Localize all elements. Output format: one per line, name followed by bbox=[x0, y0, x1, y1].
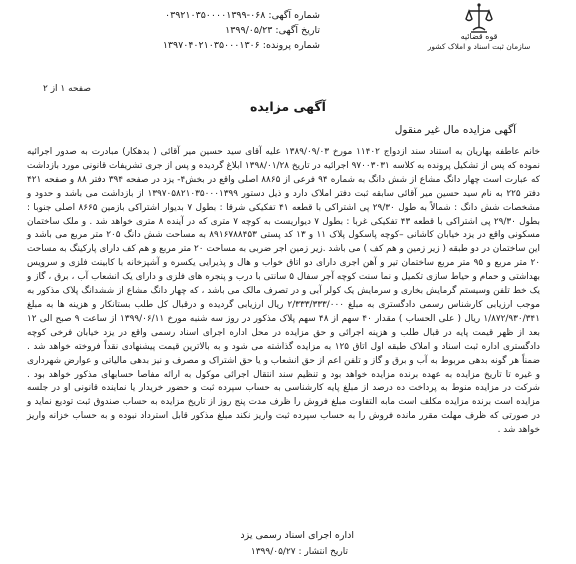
publish-date: تاریخ انتشار : ۱۳۹۹/۰۵/۲۷ bbox=[250, 547, 348, 557]
file-number: شماره پرونده: ۱۳۹۷۰۴۰۲۱۰۳۵۰۰۰۱۳۰۶ bbox=[162, 40, 320, 51]
judiciary-emblem bbox=[420, 2, 538, 60]
issuing-office: اداره اجرای اسناد رسمی یزد bbox=[240, 530, 354, 541]
ad-meta-block bbox=[110, 8, 320, 53]
body-paragraph: خانم عاطفه بهاریان به استناد سند ازدواج ۱۱۴۰۲ مورخ ۱۳۸۹/۰۹/۰۳ علیه آقای سید حسین میر آقائی ( بدهکار) مبادرت به صدور اجرائیه نموده که پس از تشکیل پرونده به کلاسه ۹۷۰۰۳۰۳۱ اجرائیه در تاریخ ۱۳۹۸/۰۱/۲۸ ابلاغ گردیده و پس از جری تشریفات قانونی مورد بازداشت که عبارت است چهار دانگ مشاع از شش دانگ به شماره ۹۴ فرعی از ۸۸۶۵ اصلی واقع در بخش۴- یزد در صفحه ۳۹۴ دفتر ۸۸ و صفحه ۴۲۱ دفتر ۲۲۵ به نام سید حسین میر آقائی سابقه ثبت دفتر املاک دارد و ذیل دستور ۱۳۹۷۰۵۸۲۱۰۳۵۰۰۰۱۳۹۹ از بازداشت می باشد و حدود و مشخصات شش دانگ : شمالاً به طول ۲۹/۳۰ پی اشتراکی با قطعه ۴۱ تفکیکی شرقا : بطول ۷ بدیوار اشتراکی بازمین ۸۶۶۵ اصلی جنوبا : بطول ۲۹/۳۰ پی اشتراکی با قطعه ۴۳ تفکیکی غربا : بطول ۷ دیواریست به کوچه ۷ متری که در آینده ۸ متری خواهد شد . و ملک ساختمان مسکونی واقع در یزد خیابان کاشانی –کوچه پاسکول پلاک ۱۱ و ۱۳ کد پستی ۸۹۱۶۷۸۸۴۵۳ به مساحت شش دانگ ۲۰۵ متر مربع می باشد و این ساختمان در دو طبقه ( زیر زمین و هم کف ) می باشد .زیر زمین اجر ضربی به مساحت ۲۰ متر مربع و هم کف دارای پارکینگ به مساحت ۲۰ متر مربع و ۹۵ متر مربع ساختمان تیر و آهن اجری دارای دو اتاق خواب و هال و پذیرایی یکسره و آشپزخانه با کابینت فلزی و سرویس بهداشتی و حمام و حیاط سازی تکمیل و نما سنت کوچه آجر سفال ۵ سانتی با درب و پنجره های فلزی و دارای یک انشعاب آب ، برق ، گاز و یک خط تلفن وسیستم گرمایش بخاری و سرمایش یک کولر آبی و در تصرف مالک می باشد ، که چهار دانگ مشاع از ششدانگ پلاک مذکور به موجب ارزیابی کارشناس رسمی دادگستری به مبلغ ۲/۳۳۳/۳۳۳/۰۰۰ ریال ارزیابی گردیده و درقبال کل طلب بستانکار و هزینه ها به مبلغ ۱/۸۷۲/۹۳۰/۳۴۱ ریال ( علی الحساب ) مقدار ۴۰ سهم از ۴۸ سهم پلاک مذکور در روز سه شنبه مورخ ۱۳۹۹/۰۶/۱۱ از ساعت ۹ صبح الی ۱۲ بعد از ظهر قیمت پایه در قبال طلب و هزینه اجرائی و حق مزایده در محل اداره اجرای اسناد رسمی واقع در یزد خیابان فرخی کوچه دادگستری اداره ثبت اسناد و املاک طبقه اول اتاق ۱۲۵ به مزایده گذاشته می شود و به بالاترین قیمت پیشنهادی نقداً فروخته خواهد شد . ضمناً هر گونه بدهی مربوط به آب و برق و گاز و تلفن اعم از حق انشعاب و یا حق اشتراک و مصرف و نیز بدهی مالیاتی و عوارض شهرداری و غیره تا تاریخ مزایده به عهده برنده مزایده خواهد بود و تنظیم سند انتقال اجرائی موکول به ارائه مفاصا حسابهای مذکور خواهد بود . شرکت در مزایده منوط به پرداخت ده درصد از مبلغ پایه کارشناسی به حساب سپرده ثبت و حضور خریدار یا نماینده قانونی او در جلسه مزایده است برنده مزایده مکلف است مابه التفاوت مبلغ فروش را ظرف مدت پنج روز از تاریخ مزایده به حساب صندوق ثبت تودیع نماید و در صورتی که ظرف مهلت مقرر مانده فروش را به حساب سپرده ثبت واریز نکند مبلغ مذکور قابل استرداد نبوده و به حساب خزانه واریز خواهد شد . bbox=[27, 147, 541, 436]
auction-notice-body bbox=[27, 146, 540, 438]
document-title: آگهی مزایده bbox=[250, 99, 326, 114]
page-number: صفحه ۱ از ۲ bbox=[43, 84, 91, 94]
document-subtitle: آگهی مزایده مال غیر منقول bbox=[394, 124, 516, 136]
emblem-line2: سازمان ثبت اسناد و املاک کشور bbox=[427, 42, 531, 51]
ad-date: تاریخ آگهی: ۱۳۹۹/۰۵/۲۳ bbox=[225, 25, 320, 36]
emblem-line1: قوه قضائیه bbox=[460, 32, 498, 41]
scales-emblem-icon bbox=[464, 2, 494, 34]
ad-number: شماره آگهی: ۰۶۸-۰۳۹۲۱۰۳۵۰۰۰۰۱۳۹۹ bbox=[164, 10, 320, 21]
